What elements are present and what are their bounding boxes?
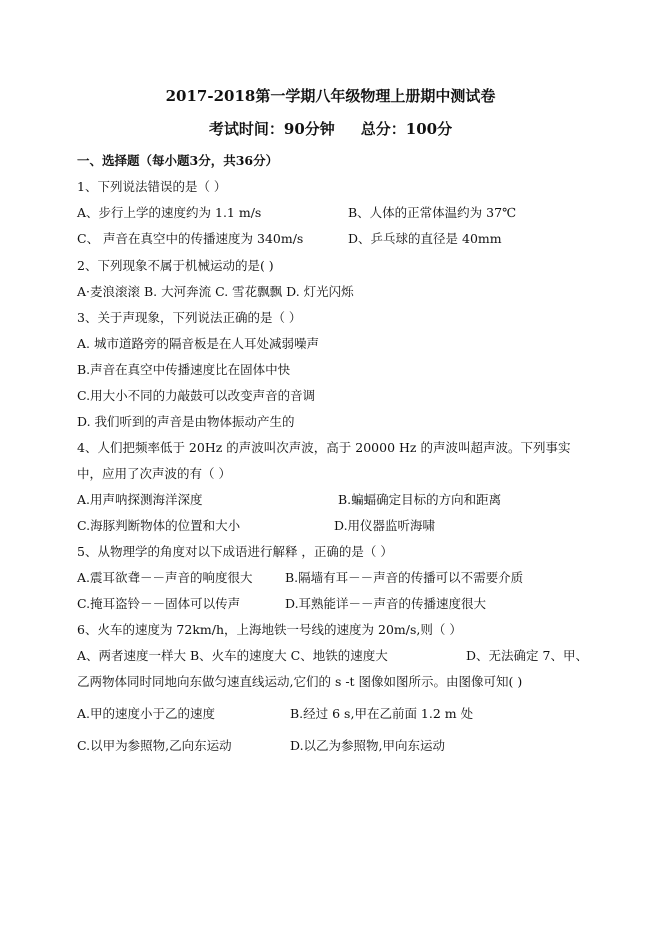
option-3d: D. 我们听到的声音是由物体振动产生的 xyxy=(77,414,295,429)
exam-title: 2017-2018第一学期八年级物理上册期中测试卷 xyxy=(165,87,496,105)
option-7a: A.甲的速度小于乙的速度 xyxy=(77,706,216,721)
option-5b: B.隔墙有耳－－声音的传播可以不需要介质 xyxy=(285,570,524,585)
exam-info xyxy=(0,121,661,137)
question-7: 乙两物体同时同地向东做匀速直线运动,它们的 s -t 图像如图所示。由图像可知( ) xyxy=(77,674,523,689)
option-4d: D.用仪器监听海啸 xyxy=(334,518,436,533)
question-1: 1、下列说法错误的是（ ） xyxy=(77,179,227,194)
option-7b: B.经过 6 s,甲在乙前面 1.2 m 处 xyxy=(290,706,474,721)
option-4a: A.用声呐探测海洋深度 xyxy=(77,492,203,507)
section-heading: 一、选择题（每小题3分，共36分） xyxy=(77,153,279,168)
question-3: 3、关于声现象，下列说法正确的是（ ） xyxy=(77,310,302,325)
option-1d: D、乒乓球的直径是 40mm xyxy=(348,231,502,246)
options-6abc: A、两者速度一样大 B、火车的速度大 C、地铁的速度大 xyxy=(77,648,388,663)
option-1c: C、 声音在真空中的传播速度为 340m/s xyxy=(77,231,304,246)
exam-time: 考试时间：90分钟 xyxy=(208,120,335,138)
option-3c: C.用大小不同的力敲鼓可以改变声音的音调 xyxy=(77,388,316,403)
option-5a: A.震耳欲聋－－声音的响度很大 xyxy=(77,570,253,585)
option-5d: D.耳熟能详－－声音的传播速度很大 xyxy=(285,596,487,611)
option-3a: A. 城市道路旁的隔音板是在人耳处减弱噪声 xyxy=(77,336,319,351)
question-6: 6、火车的速度为 72km/h，上海地铁一号线的速度为 20m/s,则（ ） xyxy=(77,622,462,637)
question-5: 5、从物理学的角度对以下成语进行解释 ，正确的是（ ） xyxy=(77,544,393,559)
question-4-line1: 4、人们把频率低于 20Hz 的声波叫次声波，高于 20000 Hz 的声波叫超声波。下列事实 xyxy=(77,440,571,455)
option-6d-and-question-7: D、无法确定 7、甲、 xyxy=(466,648,588,663)
option-3b: B.声音在真空中传播速度比在固体中快 xyxy=(77,362,291,377)
option-5c: C.掩耳盗铃－－固体可以传声 xyxy=(77,596,241,611)
exam-score: 总分：100分 xyxy=(360,120,453,138)
question-4-line2: 中，应用了次声波的有（ ） xyxy=(77,466,231,481)
options-2: A·麦浪滚滚 B. 大河奔流 C. 雪花飘飘 D. 灯光闪烁 xyxy=(77,284,354,299)
option-7c: C.以甲为参照物,乙向东运动 xyxy=(77,738,232,753)
option-4b: B.蝙蝠确定目标的方向和距离 xyxy=(338,492,502,507)
option-1a: A、步行上学的速度约为 1.1 m/s xyxy=(77,205,262,220)
option-4c: C.海豚判断物体的位置和大小 xyxy=(77,518,241,533)
option-1b: B、人体的正常体温约为 37℃ xyxy=(348,205,517,220)
option-7d: D.以乙为参照物,甲向东运动 xyxy=(290,738,446,753)
question-2: 2、下列现象不属于机械运动的是( ) xyxy=(77,258,274,273)
